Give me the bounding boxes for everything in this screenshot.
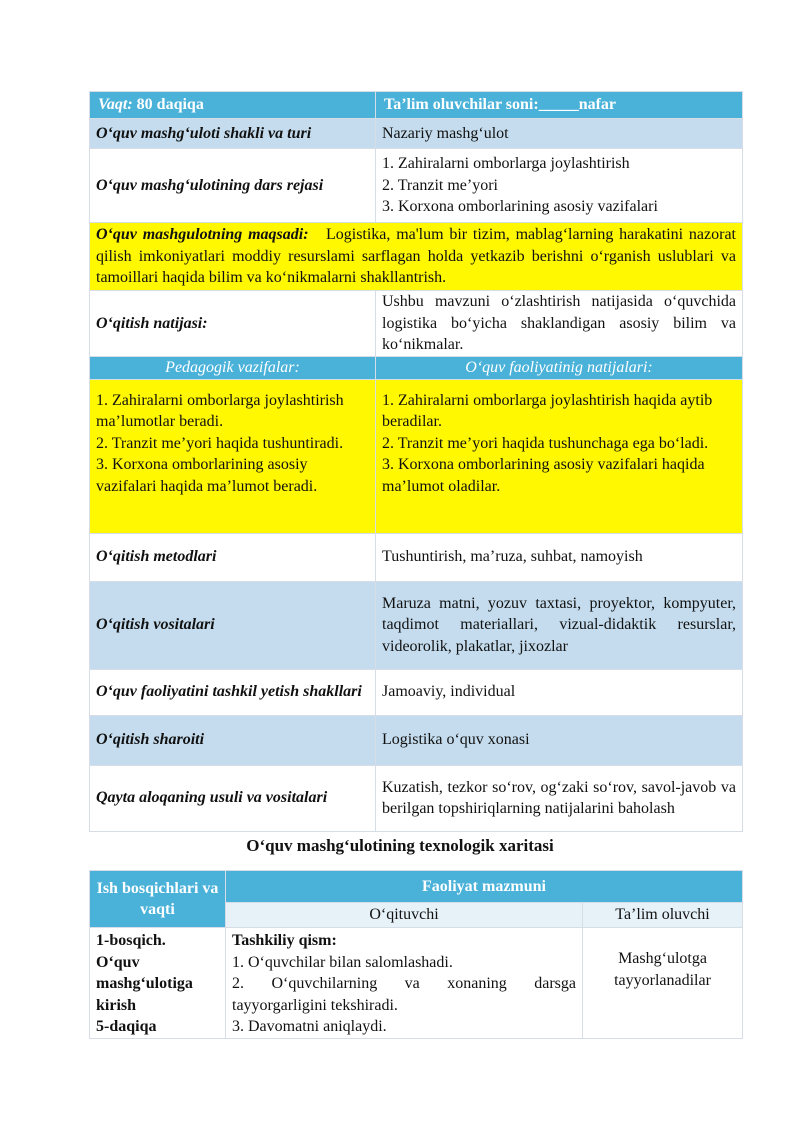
methods-value: Tushuntirish, ma’ruza, suhbat, namoyish [376, 533, 743, 581]
result-item: 1. Zahiralarni omborlarga joylashtirish haqida aytib beradilar. [382, 391, 713, 430]
tasks-header-row [90, 357, 743, 380]
form-label: O‘quv mashg‘uloti shakli va turi [90, 119, 376, 149]
forms-value: Jamoaviy, individual [376, 669, 743, 715]
header-row [90, 92, 743, 119]
stage-line: mashg‘ulotiga [96, 975, 193, 992]
content-header: Faoliyat mazmuni [226, 871, 743, 903]
plan-items [376, 149, 743, 223]
stage1-row [90, 928, 743, 1039]
feedback-label: Qayta aloqaning usuli va vositalari [90, 765, 376, 831]
result-row [90, 291, 743, 357]
goal-row [90, 223, 743, 291]
goal-label: O‘quv mashgulotning maqsadi: [96, 226, 309, 244]
conditions-label: O‘qitish sharoiti [90, 715, 376, 765]
tools-label: O‘qitish vositalari [90, 581, 376, 669]
plan-row [90, 149, 743, 223]
conditions-row [90, 715, 743, 765]
task-item: 1. Zahiralarni omborlarga joylashtirish ma’lumotlar beradi. [96, 391, 344, 430]
feedback-row [90, 765, 743, 831]
learning-results [376, 379, 743, 533]
teacher-title: Tashkiliy qism: [232, 932, 337, 949]
tech-header-row [90, 871, 743, 903]
stage-line: O‘quv [96, 953, 140, 971]
pedagogical-tasks [90, 379, 376, 533]
task-item: 2. Tranzit me’yori haqida tushuntiradi. [96, 434, 344, 452]
forms-label: O‘quv faoliyatini tashkil yetish shakllari [90, 669, 376, 715]
goal-cell [90, 223, 743, 291]
conditions-value: Logistika o‘quv xonasi [376, 715, 743, 765]
students-count: Ta’lim oluvchilar soni:_____nafar [376, 92, 743, 119]
learning-results-header: O‘quv faoliyatinig natijalari: [376, 357, 743, 380]
tasks-row [90, 379, 743, 533]
teacher-item: 3. Davomatni aniqlaydi. [232, 1018, 387, 1035]
pedagogical-tasks-header: Pedagogik vazifalar: [90, 357, 376, 380]
teacher-item: 1. O‘quvchilar bilan salomlashadi. [232, 953, 453, 971]
time-label: Vaqt: [98, 96, 133, 114]
result-label: O‘qitish natijasi: [90, 291, 376, 357]
plan-label: O‘quv mashg‘ulotining dars rejasi [90, 149, 376, 223]
plan-item: 1. Zahiralarni omborlarga joylashtirish [382, 155, 630, 173]
form-row [90, 119, 743, 149]
stage-line: 5-daqiqa [96, 1018, 157, 1035]
student-header: Ta’lim oluvchi [583, 903, 743, 928]
goal-text: Logistika, ma'lum bir tizim, mablag‘larning harakatini nazorat qilish imkoniyatlari moddiy resurslami sarflagan holda yetkazib berishni o‘rganish uslublari va tamoillari haqida bilim va ko‘nikmalarni shakllantrish. [96, 226, 737, 287]
stage-line: 1-bosqich. [96, 932, 166, 949]
methods-label: O‘qitish metodlari [90, 533, 376, 581]
stages-header: Ish bosqichlari va vaqti [90, 871, 226, 928]
tools-row [90, 581, 743, 669]
teacher-header: O‘qituvchi [226, 903, 583, 928]
plan-item: 2. Tranzit me’yori [382, 176, 498, 194]
tech-map-title: O‘quv mashg‘ulotining texnologik xaritasi [246, 836, 554, 855]
teacher-item: 2. O‘quvchilarning va xonaning darsga tayyorgarligini tekshiradi. [232, 975, 576, 1014]
tech-map-table [89, 870, 743, 1039]
time-cell [90, 92, 376, 119]
result-item: 2. Tranzit me’yori haqida tushunchaga ega bo‘ladi. [382, 434, 709, 452]
stage1-student: Mashg‘ulotga tayyorlanadilar [583, 928, 743, 1039]
plan-item: 3. Korxona omborlarining asosiy vazifalari [382, 198, 658, 216]
result-value: Ushbu mavzuni o‘zlashtirish natijasida o‘quvchida logistika bo‘yicha shaklandigan asosiy bilim va ko‘nikmalar. [376, 291, 743, 357]
lesson-info-table [89, 91, 743, 832]
result-item: 3. Korxona omborlarining asosiy vazifalari haqida ma’lumot oladilar. [382, 456, 705, 495]
methods-row [90, 533, 743, 581]
form-value: Nazariy mashg‘ulot [376, 119, 743, 149]
stage-line: kirish [96, 996, 137, 1014]
task-item: 3. Korxona omborlarining asosiy vazifalari haqida ma’lumot beradi. [96, 456, 318, 495]
feedback-value: Kuzatish, tezkor so‘rov, og‘zaki so‘rov, savol-javob va berilgan topshiriqlarning natijalarini baholash [376, 765, 743, 831]
time-value: 80 daqiqa [136, 96, 204, 114]
forms-row [90, 669, 743, 715]
stage1-teacher [226, 928, 583, 1039]
stage1-label [90, 928, 226, 1039]
tools-value: Maruza matni, yozuv taxtasi, proyektor, kompyuter, taqdimot materiallari, vizual-didaktik resurslar, videorolik, plakatlar, jixozlar [376, 581, 743, 669]
